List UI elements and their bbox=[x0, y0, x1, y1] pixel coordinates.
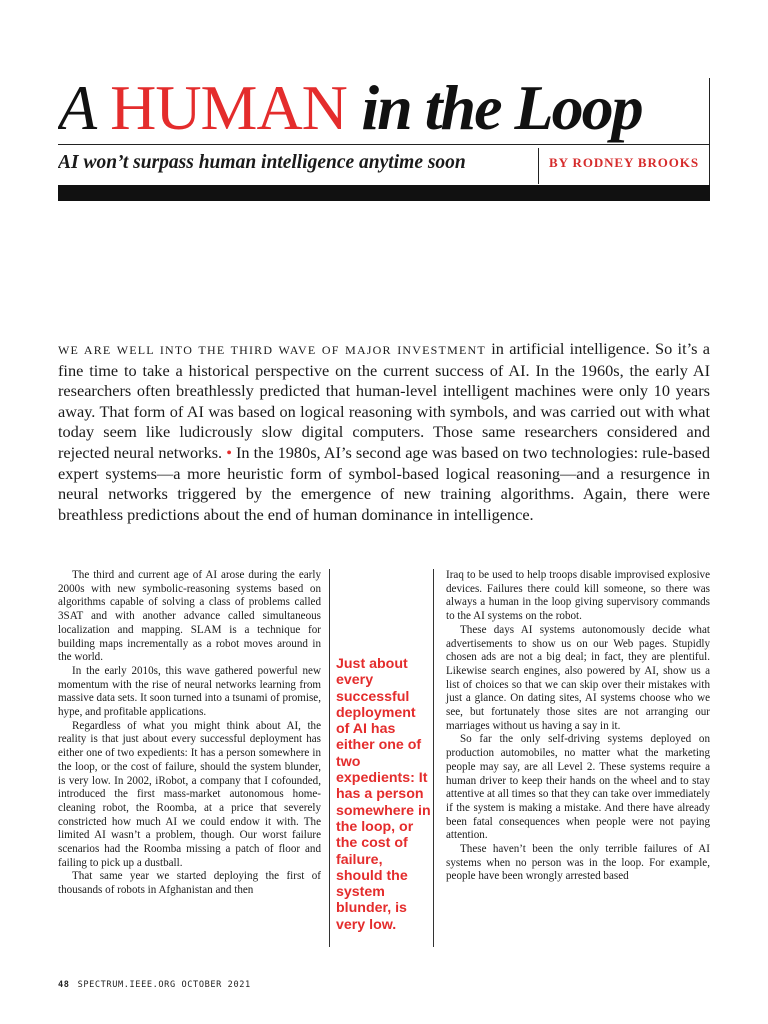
pull-quote-rule-left bbox=[329, 569, 330, 947]
body-paragraph: In the early 2010s, this wave gathered powerful new momentum with the rise of neural networks learning from massive data sets. It soon turned into a tsunami of promise, hype, and profitable applications. bbox=[58, 664, 321, 719]
lede-text-2: In the 1980s, AI’s second age was based on two technologies: rule-based expert systems—a more heuristic form of symbol-based logical reasoning—and a resurgence in neural networks triggered by the emergence of new training algorithms. Again, there were breathless predictions about the end of human dominance in intelligence. bbox=[58, 442, 711, 524]
body-column-left bbox=[58, 569, 321, 898]
body-paragraph: These haven’t been the only terrible failures of AI systems when no person was in the loop. For example, people have been wrongly arrested based bbox=[446, 843, 710, 883]
body-paragraph: So far the only self-driving systems deployed on production automobiles, no matter what the marketing people may say, are all Level 2. These systems require a human driver to keep their hands on the wheel and to stay attentive at all times so that they can take over immediately if the system is making a mistake. And there have already been fatal consequences when people were not paying attention. bbox=[446, 733, 710, 842]
lede-bullet: • bbox=[226, 442, 232, 462]
title-word-a: A bbox=[58, 78, 96, 143]
body-paragraph: Regardless of what you might think about AI, the reality is that just about every successful deployment has either one of two expedients: It has a person somewhere in the loop, or the cost of failure, should the system blunder, is very low. In 2002, iRobot, a company that I cofounded, introduced the first mass-market autonomous home-cleaning robot, the Roomba, at a price that severely constricted how much AI we could endow it with. The limited AI wasn’t a problem, though. Our worst failure scenarios had the Roomba missing a patch of floor and failing to pick up a dustball. bbox=[58, 719, 321, 869]
page-number: 48 bbox=[58, 980, 70, 990]
page-footer bbox=[58, 978, 358, 992]
body-paragraph: These days AI systems autonomously decide what advertisements to show us on our Web pages. Stupidly chosen ads are not a big deal; in fact, they are plentiful. Likewise search engines, also powered by AI, show us a list of choices so that we can skip over their mistakes with just a glance. On dating sites, AI systems choose who we see, but fortunately those sites are not arranging our marriages without us having a say in it. bbox=[446, 623, 710, 732]
header-black-bar bbox=[58, 185, 710, 201]
title-bottom-rule bbox=[58, 144, 710, 145]
body-paragraph: The third and current age of AI arose during the early 2000s with new symbolic-reasoning systems based on algorithms capable of solving a class of problems called 3SAT and with another advance called simultaneous localization and mapping. SLAM is a technique for building maps incrementally as a robot moves around in the world. bbox=[58, 569, 321, 664]
pull-quote: Just about every successful deployment of AI has either one of two expedients: It has a person somewhere in the loop, or the cost of failure, should the system blunder, is very low. bbox=[336, 656, 431, 933]
article-title bbox=[58, 78, 710, 144]
body-column-right bbox=[446, 569, 710, 884]
body-paragraph: Iraq to be used to help troops disable improvised explosive devices. Failures there could kill someone, so there was always a human in the loop giving supervisory commands to the AI systems on the robot. bbox=[446, 569, 710, 623]
body-paragraph: That same year we started deploying the first of thousands of robots in Afghanistan and then bbox=[58, 870, 321, 897]
pull-quote-rule-right bbox=[433, 569, 434, 947]
title-word-human: HUMAN bbox=[110, 78, 347, 143]
article-subtitle: AI won’t surpass human intelligence anytime soon bbox=[58, 152, 466, 173]
subtitle-divider bbox=[538, 148, 539, 184]
lede-paragraph bbox=[58, 339, 710, 525]
lede-lead-in-2: THE THIRD WAVE OF MAJOR INVESTMENT bbox=[198, 343, 486, 357]
lede-text-1: in artificial intelligence. So it’s a fine time to take a historical perspective on the current success of AI. In the 1960s, the early AI researchers often breathlessly predicted that human-level intelligent machines were only 10 years away. That form of AI was based on logical reasoning with symbols, and was carried out with what today seem like ludicrously slow digital computers. Those same researchers considered and rejected neural networks. bbox=[58, 339, 711, 462]
title-right-rule bbox=[709, 78, 710, 185]
title-word-in-the-loop: in the Loop bbox=[361, 78, 642, 143]
author-byline: BY RODNEY BROOKS bbox=[549, 155, 699, 170]
lede-lead-in: WE ARE WELL INTO bbox=[58, 343, 194, 357]
footer-source: SPECTRUM.IEEE.ORG OCTOBER 2021 bbox=[77, 980, 251, 990]
